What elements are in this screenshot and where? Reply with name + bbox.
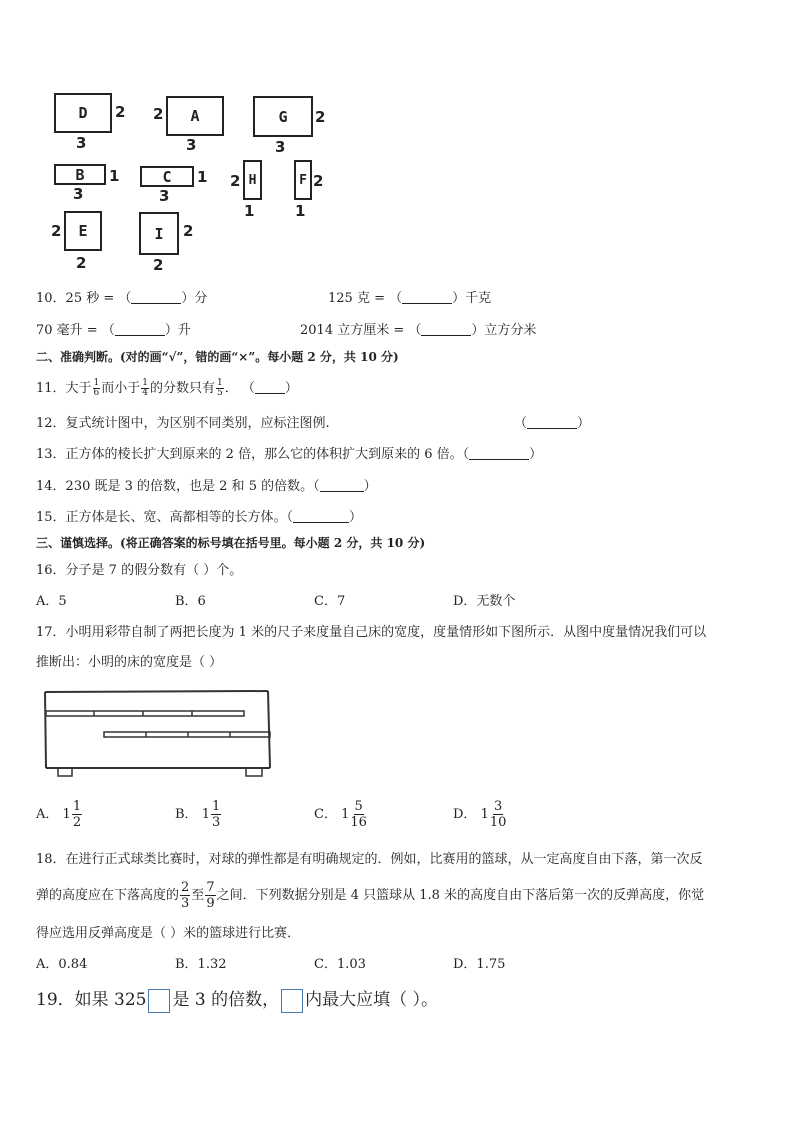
frac-den: 3 [211,815,221,830]
q11-text: 而小于 [101,381,141,396]
q10-b-prefix: 125 克 = （ [328,291,403,306]
mixed-whole: 1 [480,807,489,822]
q18-text: 弹的高度应在下落高度的 [36,888,180,903]
q18-text: 之间．下列数据分别是 4 只篮球从 1.8 米的高度自由下落后第一次的反弹高度，你觉 [216,888,705,903]
bed-leg [58,768,72,776]
rect-e-left-dim: 2 [51,222,62,240]
q11-text: ） [284,381,298,396]
rect-f-right-dim: 2 [313,172,324,190]
q18-option-c[interactable]: C．1.03 [314,957,366,972]
rect-label: A [190,107,200,125]
fraction [205,880,215,911]
answer-blank[interactable] [320,479,364,492]
rect-g-bottom-dim: 3 [275,138,286,156]
rect-label: B [75,165,85,184]
q11 [36,378,298,400]
paren: ） [349,510,363,525]
option-label: C． [314,807,337,822]
q18-text: 至 [191,888,205,903]
frac-num: 1 [93,378,100,388]
fraction [72,799,82,830]
ruler-1 [46,711,244,716]
frac-den: 16 [350,815,367,830]
frac-num: 5 [354,799,363,814]
rect-d-right-dim: 2 [115,103,126,121]
rect-i [139,212,179,255]
bed-leg [246,768,262,776]
answer-blank[interactable] [131,291,181,304]
fraction [141,379,149,398]
q10-d-prefix: 2014 立方厘米 = （ [300,323,422,338]
answer-blank[interactable] [469,447,529,460]
q19-text: 内最大应填（ ）。 [305,990,439,1010]
answer-blank[interactable] [293,510,349,523]
rect-label: D [78,104,88,122]
rect-label: I [154,224,164,243]
q18-line3: 得应选用反弹高度是（ ）米的篮球进行比赛． [36,926,301,941]
frac-num: 1 [142,378,149,388]
q10-c-prefix: 70 毫升 = （ [36,323,115,338]
section-2-heading: 二、准确判断。(对的画“√”，错的画“×”。每小题 2 分，共 10 分) [36,350,399,364]
frac-den: 5 [217,388,223,398]
q16-option-a[interactable]: A．5 [36,594,67,609]
q18-line1: 18．在进行正式球类比赛时，对球的弹性都是有明确规定的．例如，比赛用的篮球，从一定高度自由下落，第一次反 [36,852,703,867]
q16-option-c[interactable]: C．7 [314,594,346,609]
q10-d-suffix: ）立方分米 [471,323,537,338]
rect-g [253,96,313,137]
rect-label: G [278,107,288,126]
q12-text: 12．复式统计图中，为区别不同类别，应标注图例. [36,416,330,431]
rect-d-bottom-dim: 3 [76,134,87,152]
answer-blank[interactable] [421,323,471,336]
fraction [93,379,101,398]
frac-den: 4 [142,388,149,398]
q14 [36,479,377,495]
option-label: B． [175,807,198,822]
answer-blank[interactable] [402,291,452,304]
rect-g-right-dim: 2 [315,108,326,126]
q18-option-d[interactable]: D．1.75 [453,957,506,972]
frac-num: 2 [181,880,190,895]
q16-option-d[interactable]: D．无数个 [453,594,516,609]
rect-c-right-dim: 1 [197,168,208,186]
q11-text: ． （ [224,381,255,396]
rect-h [243,160,262,200]
q10-a-suffix: ）分 [181,291,208,306]
q18-option-a[interactable]: A．0.84 [36,957,88,972]
q12 [36,416,330,432]
rect-label: H [248,172,257,188]
bed-left-edge [45,692,46,768]
rect-label: F [299,172,307,188]
frac-num: 1 [217,378,223,388]
paren: ） [363,479,377,494]
paren: ） [529,447,543,462]
q15-text: 15．正方体是长、宽、高都相等的长方体。（ [36,510,294,525]
rect-e-bottom-dim: 2 [76,254,87,272]
paren: ） [577,416,591,431]
q17-line1: 17．小明用彩带自制了两把长度为 1 米的尺子来度量自己床的宽度，度量情形如下图所示．从图中度量情况我们可以 [36,625,707,640]
q13 [36,447,542,463]
q10-c [36,323,191,339]
q17-line2: 推断出：小明的床的宽度是（ ） [36,655,223,670]
answer-blank[interactable] [527,416,577,429]
section-3-heading: 三、谨慎选择。(将正确答案的标号填在括号里。每小题 2 分，共 10 分) [36,536,426,550]
rect-f-bottom-dim: 1 [295,202,306,220]
q19-text: 是 3 的倍数， [172,990,280,1010]
q11-text: 的分数只有 [150,381,216,396]
bed-right-edge [268,691,270,768]
answer-blank[interactable] [115,323,165,336]
rect-c-bottom-dim: 3 [159,187,170,205]
rect-label: E [78,222,88,240]
fraction [350,799,367,830]
frac-num: 1 [211,799,221,814]
rect-d [54,93,112,133]
q16: 16．分子是 7 的假分数有（ ）个。 [36,563,243,578]
q17-option-d[interactable] [453,797,507,833]
q17-option-b[interactable] [175,797,222,833]
bed-top-edge [45,691,268,692]
q10-b [328,291,491,307]
q19-text: 19．如果 325 [36,990,147,1010]
frac-num: 7 [206,880,215,895]
q15 [36,510,362,526]
rect-i-bottom-dim: 2 [153,256,164,274]
frac-den: 10 [489,815,507,830]
rect-a-bottom-dim: 3 [186,136,197,154]
fraction [211,799,221,830]
q18-line2 [36,878,704,914]
q17-option-c[interactable] [314,797,368,833]
q10-a-prefix: 10．25 秒 = （ [36,291,132,306]
rect-c [140,166,194,187]
rect-i-right-dim: 2 [183,222,194,240]
fraction [216,379,224,398]
paren: （ [514,416,528,431]
rect-a [166,96,224,136]
rect-h-left-dim: 2 [230,172,241,190]
rect-h-bottom-dim: 1 [244,202,255,220]
q16-option-b[interactable]: B．6 [175,594,206,609]
bed-ruler-diagram [40,686,280,781]
rect-label: C [162,167,172,186]
option-label: A． [36,807,59,822]
answer-blank[interactable] [255,381,285,394]
q10-c-suffix: ）升 [164,323,191,338]
fraction [180,880,190,911]
fraction [490,799,507,830]
q18-option-b[interactable]: B．1.32 [175,957,227,972]
rect-e [64,211,102,251]
option-label: D． [453,807,477,822]
q10-a [36,291,207,307]
q14-text: 14．230 既是 3 的倍数，也是 2 和 5 的倍数。（ [36,479,320,494]
ruler-2 [104,732,270,737]
q11-text: 11．大于 [36,381,92,396]
mixed-whole: 1 [341,807,350,822]
q19 [36,986,438,1014]
frac-num: 1 [72,799,82,814]
digit-box[interactable] [281,989,303,1013]
mixed-whole: 1 [62,807,71,822]
rect-b-right-dim: 1 [109,167,120,185]
frac-den: 2 [72,815,82,830]
q10-b-suffix: ）千克 [452,291,492,306]
rect-a-left-dim: 2 [153,105,164,123]
q17-option-a[interactable] [36,797,83,833]
mixed-whole: 1 [201,807,210,822]
frac-den: 6 [93,388,100,398]
q13-text: 13．正方体的棱长扩大到原来的 2 倍，那么它的体积扩大到原来的 6 倍。（ [36,447,470,462]
frac-den: 9 [206,896,215,911]
digit-box[interactable] [148,989,170,1013]
frac-den: 3 [181,896,190,911]
rect-b [54,164,106,185]
frac-num: 3 [493,799,503,814]
rect-b-bottom-dim: 3 [73,185,84,203]
rect-f [294,160,312,200]
q10-d [300,323,536,339]
q12-answer [514,416,590,432]
